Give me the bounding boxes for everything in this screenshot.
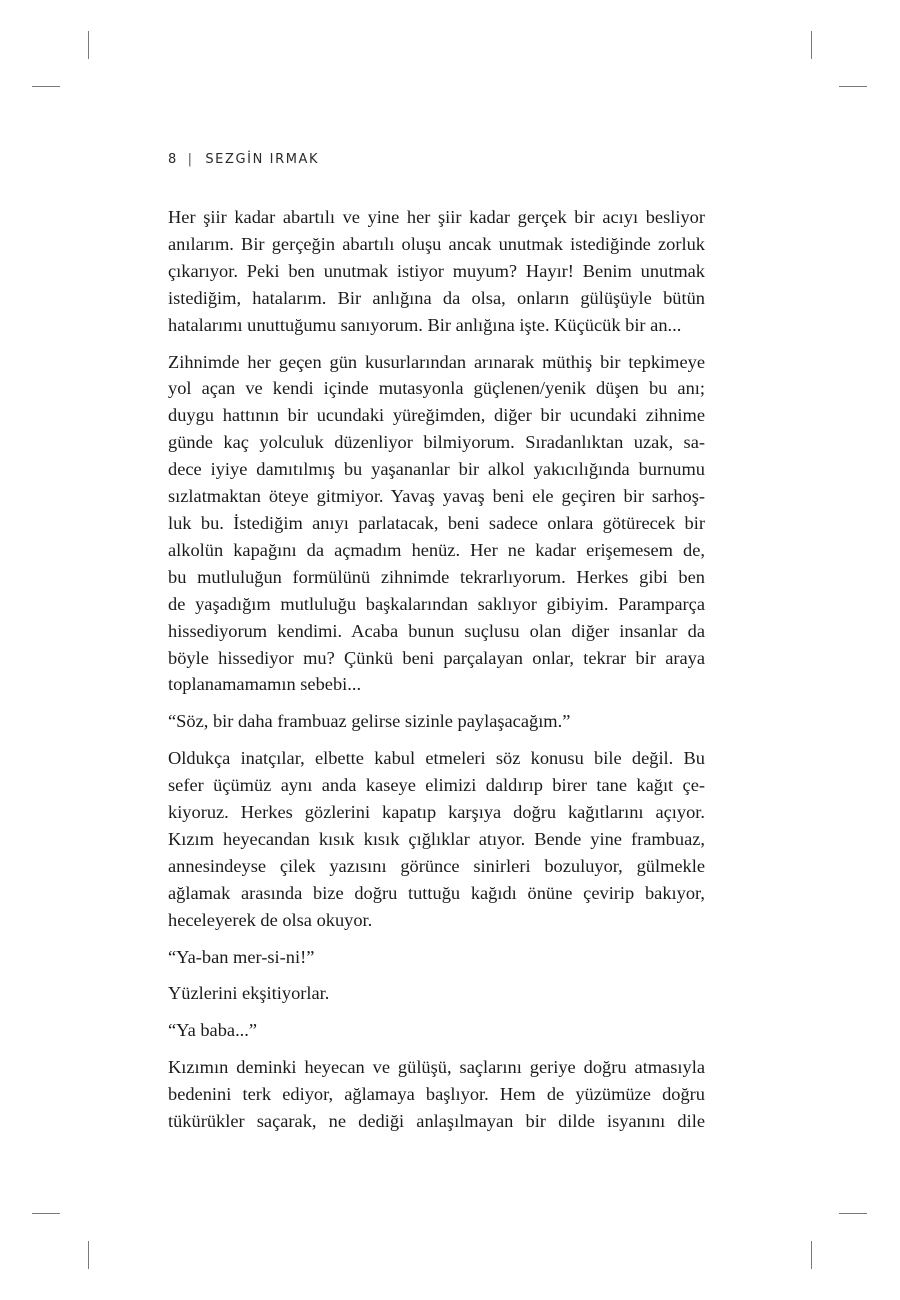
text-line: duygu hattının bir ucundaki yüreğimden, diğer bir ucundaki zihnime xyxy=(168,405,705,426)
crop-mark-top-right-horizontal xyxy=(839,86,867,87)
body-text xyxy=(168,204,705,1145)
crop-mark-bottom-right-vertical xyxy=(811,1241,812,1269)
paragraph xyxy=(168,204,705,339)
paragraph xyxy=(168,745,705,933)
text-line: luk bu. İstediğim anıyı parlatacak, beni sadece onlara götürecek bir xyxy=(168,512,705,533)
text-line: Zihnimde her geçen gün kusurlarından arınarak müthiş bir tepkimeye xyxy=(168,351,705,372)
crop-mark-top-left-horizontal xyxy=(32,86,60,87)
text-line: Yüzlerini ekşitiyorlar. xyxy=(168,983,330,1004)
text-line: “Ya baba...” xyxy=(168,1020,258,1041)
crop-mark-bottom-right-horizontal xyxy=(839,1213,867,1214)
text-line: sefer üçümüz aynı anda kaseye elimizi daldırıp birer tane kağıt çe- xyxy=(168,775,705,796)
text-line: böyle hissediyor mu? Çünkü beni parçalayan onlar, tekrar bir araya xyxy=(168,647,705,668)
text-line: annesindeyse çilek yazısını görünce sinirleri bozuluyor, gülmekle xyxy=(168,855,705,876)
header-separator: | xyxy=(187,152,194,167)
paragraph xyxy=(168,980,705,1007)
paragraph xyxy=(168,944,705,971)
text-line: Kızım heyecandan kısık kısık çığlıklar atıyor. Bende yine frambuaz, xyxy=(168,828,705,849)
text-line: sızlatmaktan öteye gitmiyor. Yavaş yavaş beni ele geçiren bir sarhoş- xyxy=(168,486,705,507)
crop-mark-bottom-left-horizontal xyxy=(32,1213,60,1214)
text-line: bedenini terk ediyor, ağlamaya başlıyor. Hem de yüzümüze doğru xyxy=(168,1084,705,1105)
author-name: SEZGİN IRMAK xyxy=(205,152,320,167)
text-line: “Söz, bir daha frambuaz gelirse sizinle paylaşacağım.” xyxy=(168,711,571,732)
text-line: hatalarımı unuttuğumu sanıyorum. Bir anlığına işte. Küçücük bir an... xyxy=(168,314,682,335)
crop-mark-top-left-vertical xyxy=(88,31,89,59)
crop-mark-bottom-left-vertical xyxy=(88,1241,89,1269)
text-line: günde kaç yolculuk düzenliyor bilmiyorum. Sıradanlıktan uzak, sa- xyxy=(168,432,705,453)
text-line: tükürükler saçarak, ne dediği anlaşılmayan bir dilde isyanını dile xyxy=(168,1111,705,1132)
paragraph xyxy=(168,1017,705,1044)
text-line: heceleyerek de olsa okuyor. xyxy=(168,909,373,930)
paragraph xyxy=(168,1054,705,1135)
crop-mark-top-right-vertical xyxy=(811,31,812,59)
text-line: Oldukça inatçılar, elbette kabul etmeleri söz konusu bile değil. Bu xyxy=(168,748,705,769)
paragraph xyxy=(168,349,705,699)
text-line: alkolün kapağını da açmadım henüz. Her ne kadar erişemesem de, xyxy=(168,539,705,560)
text-line: bu mutluluğun formülünü zihnimde tekrarlıyorum. Herkes gibi ben xyxy=(168,566,705,587)
text-line: de yaşadığım mutluluğu başkalarından saklıyor gibiyim. Paramparça xyxy=(168,593,705,614)
text-line: yol açan ve kendi içinde mutasyonla güçlenen/yenik düşen bu anı; xyxy=(168,378,705,399)
text-line: ağlamak arasında bize doğru tuttuğu kağıdı önüne çevirip bakıyor, xyxy=(168,882,705,903)
paragraph xyxy=(168,708,705,735)
text-line: “Ya-ban mer-si-ni!” xyxy=(168,946,315,967)
running-head xyxy=(168,152,319,167)
text-line: istediğim, hatalarım. Bir anlığına da olsa, onların gülüşüyle bütün xyxy=(168,287,705,308)
text-line: kiyoruz. Herkes gözlerini kapatıp karşıya doğru kağıtlarını açıyor. xyxy=(168,802,705,823)
text-line: hissediyorum kendimi. Acaba bunun suçlusu olan diğer insanlar da xyxy=(168,620,705,641)
page-number: 8 xyxy=(168,152,178,167)
text-line: anılarım. Bir gerçeğin abartılı oluşu ancak unutmak istediğinde zorluk xyxy=(168,233,705,254)
text-line: toplanamamamın sebebi... xyxy=(168,674,362,695)
text-line: dece iyiye damıtılmış bu yaşananlar bir alkol yakıcılığında burnumu xyxy=(168,459,705,480)
text-line: çıkarıyor. Peki ben unutmak istiyor muyum? Hayır! Benim unutmak xyxy=(168,260,705,281)
text-line: Her şiir kadar abartılı ve yine her şiir kadar gerçek bir acıyı besliyor xyxy=(168,207,705,227)
text-line: Kızımın deminki heyecan ve gülüşü, saçlarını geriye doğru atmasıyla xyxy=(168,1057,705,1078)
